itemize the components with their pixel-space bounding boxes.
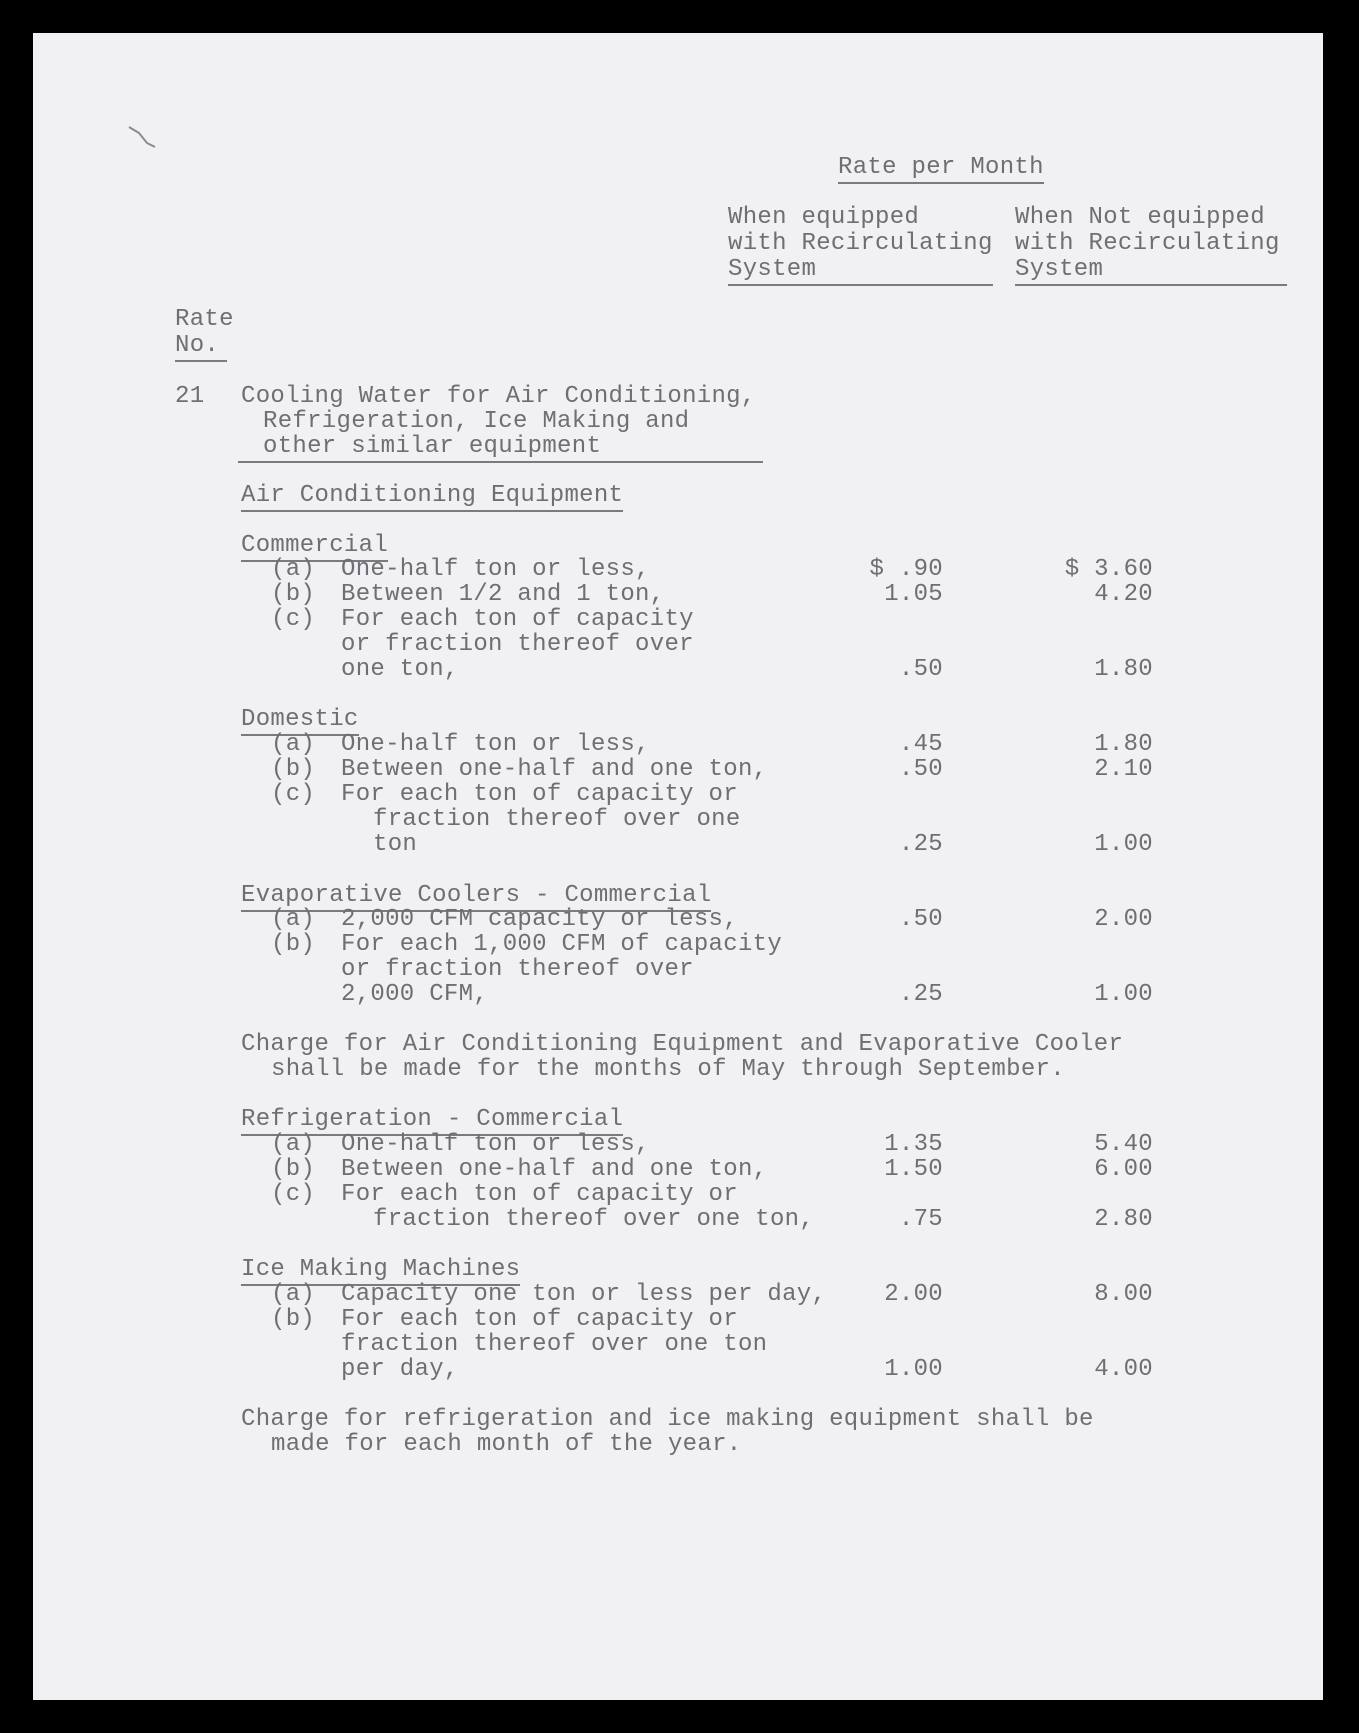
evaporative-b-text-line1: For each 1,000 CFM of capacity: [341, 931, 783, 958]
commercial-heading: Commercial: [241, 533, 388, 562]
document-page: [33, 33, 1323, 1700]
ice-b-letter: (b): [271, 1306, 316, 1333]
commercial-b-text: Between 1/2 and 1 ton,: [341, 581, 665, 608]
domestic-c-text-line1: For each ton of capacity or: [341, 781, 738, 808]
domestic-c-letter: (c): [271, 781, 316, 808]
evaporative-heading: Evaporative Coolers - Commercial: [241, 883, 711, 912]
refrigeration-b-without-recirc: 6.00: [1094, 1156, 1153, 1183]
commercial-c-text-line3: one ton,: [341, 656, 459, 683]
item-number: 21: [175, 383, 205, 410]
refrigeration-a-with-recirc: 1.35: [884, 1131, 943, 1158]
rate-label: Rate: [175, 306, 234, 333]
domestic-a-with-recirc: .45: [898, 731, 943, 758]
col1-header-line3: System: [728, 256, 817, 283]
refrigeration-a-letter: (a): [271, 1131, 316, 1158]
col2-header-line3: System: [1015, 256, 1104, 283]
ice-a-without-recirc: 8.00: [1094, 1281, 1153, 1308]
ice-a-with-recirc: 2.00: [884, 1281, 943, 1308]
domestic-a-without-recirc: 1.80: [1094, 731, 1153, 758]
commercial-b-letter: (b): [271, 581, 316, 608]
refrigeration-c-without-recirc: 2.80: [1094, 1206, 1153, 1233]
domestic-c-text-line3: ton: [373, 831, 418, 858]
item-title-line1: Cooling Water for Air Conditioning,: [241, 383, 756, 410]
refrigeration-a-without-recirc: 5.40: [1094, 1131, 1153, 1158]
col2-header-rule: [1015, 284, 1287, 286]
commercial-a-letter: (a): [271, 556, 316, 583]
commercial-c-with-recirc: .50: [898, 656, 943, 683]
refrigeration-c-letter: (c): [271, 1181, 316, 1208]
refrigeration-b-with-recirc: 1.50: [884, 1156, 943, 1183]
refrigeration-a-text: One-half ton or less,: [341, 1131, 650, 1158]
commercial-a-without-recirc: $ 3.60: [1064, 556, 1153, 583]
item-title-line3: other similar equipment: [263, 433, 602, 460]
evaporative-b-text-line2: or fraction thereof over: [341, 956, 694, 983]
commercial-c-letter: (c): [271, 606, 316, 633]
rate-per-month-heading: Rate per Month: [838, 155, 1044, 184]
commercial-b-with-recirc: 1.05: [884, 581, 943, 608]
air-conditioning-heading: Air Conditioning Equipment: [241, 483, 623, 512]
col1-header-line1: When equipped: [728, 204, 920, 231]
commercial-a-with-recirc: $ .90: [869, 556, 943, 583]
note1-line1: Charge for Air Conditioning Equipment and Evaporative Cooler: [241, 1031, 1124, 1058]
note2-line2: made for each month of the year.: [271, 1431, 742, 1458]
item-title-line2: Refrigeration, Ice Making and: [263, 408, 690, 435]
domestic-b-letter: (b): [271, 756, 316, 783]
ice-a-letter: (a): [271, 1281, 316, 1308]
evaporative-a-text: 2,000 CFM capacity or less,: [341, 906, 738, 933]
col2-header-line1: When Not equipped: [1015, 204, 1265, 231]
refrigeration-b-text: Between one-half and one ton,: [341, 1156, 768, 1183]
refrigeration-c-text-line1: For each ton of capacity or: [341, 1181, 738, 1208]
commercial-c-text-line1: For each ton of capacity: [341, 606, 694, 633]
domestic-c-with-recirc: .25: [898, 831, 943, 858]
domestic-c-without-recirc: 1.00: [1094, 831, 1153, 858]
refrigeration-c-text-line2: fraction thereof over one ton,: [373, 1206, 815, 1233]
ice-b-text-line1: For each ton of capacity or: [341, 1306, 738, 1333]
domestic-b-text: Between one-half and one ton,: [341, 756, 768, 783]
col1-header-line2: with Recirculating: [728, 230, 993, 257]
col1-header-rule: [728, 284, 993, 286]
ice-b-text-line2: fraction thereof over one ton: [341, 1331, 768, 1358]
item-title-rule: [238, 461, 763, 463]
domestic-a-text: One-half ton or less,: [341, 731, 650, 758]
domestic-b-without-recirc: 2.10: [1094, 756, 1153, 783]
domestic-b-with-recirc: .50: [898, 756, 943, 783]
refrigeration-b-letter: (b): [271, 1156, 316, 1183]
paper-mark-icon: [125, 123, 161, 151]
ice-b-without-recirc: 4.00: [1094, 1356, 1153, 1383]
note2-line1: Charge for refrigeration and ice making equipment shall be: [241, 1406, 1094, 1433]
ice-heading: Ice Making Machines: [241, 1257, 520, 1286]
evaporative-a-without-recirc: 2.00: [1094, 906, 1153, 933]
domestic-heading: Domestic: [241, 707, 359, 736]
evaporative-b-letter: (b): [271, 931, 316, 958]
evaporative-a-letter: (a): [271, 906, 316, 933]
domestic-a-letter: (a): [271, 731, 316, 758]
evaporative-a-with-recirc: .50: [898, 906, 943, 933]
ice-b-text-line3: per day,: [341, 1356, 459, 1383]
evaporative-b-without-recirc: 1.00: [1094, 981, 1153, 1008]
domestic-c-text-line2: fraction thereof over one: [373, 806, 741, 833]
refrigeration-c-with-recirc: .75: [898, 1206, 943, 1233]
note1-line2: shall be made for the months of May through September.: [271, 1056, 1065, 1083]
refrigeration-heading: Refrigeration - Commercial: [241, 1107, 623, 1136]
col2-header-line2: with Recirculating: [1015, 230, 1280, 257]
commercial-a-text: One-half ton or less,: [341, 556, 650, 583]
commercial-c-without-recirc: 1.80: [1094, 656, 1153, 683]
commercial-c-text-line2: or fraction thereof over: [341, 631, 694, 658]
ice-b-with-recirc: 1.00: [884, 1356, 943, 1383]
ice-a-text: Capacity one ton or less per day,: [341, 1281, 827, 1308]
evaporative-b-text-line3: 2,000 CFM,: [341, 981, 489, 1008]
commercial-b-without-recirc: 4.20: [1094, 581, 1153, 608]
evaporative-b-with-recirc: .25: [898, 981, 943, 1008]
no-label: No.: [175, 333, 227, 362]
